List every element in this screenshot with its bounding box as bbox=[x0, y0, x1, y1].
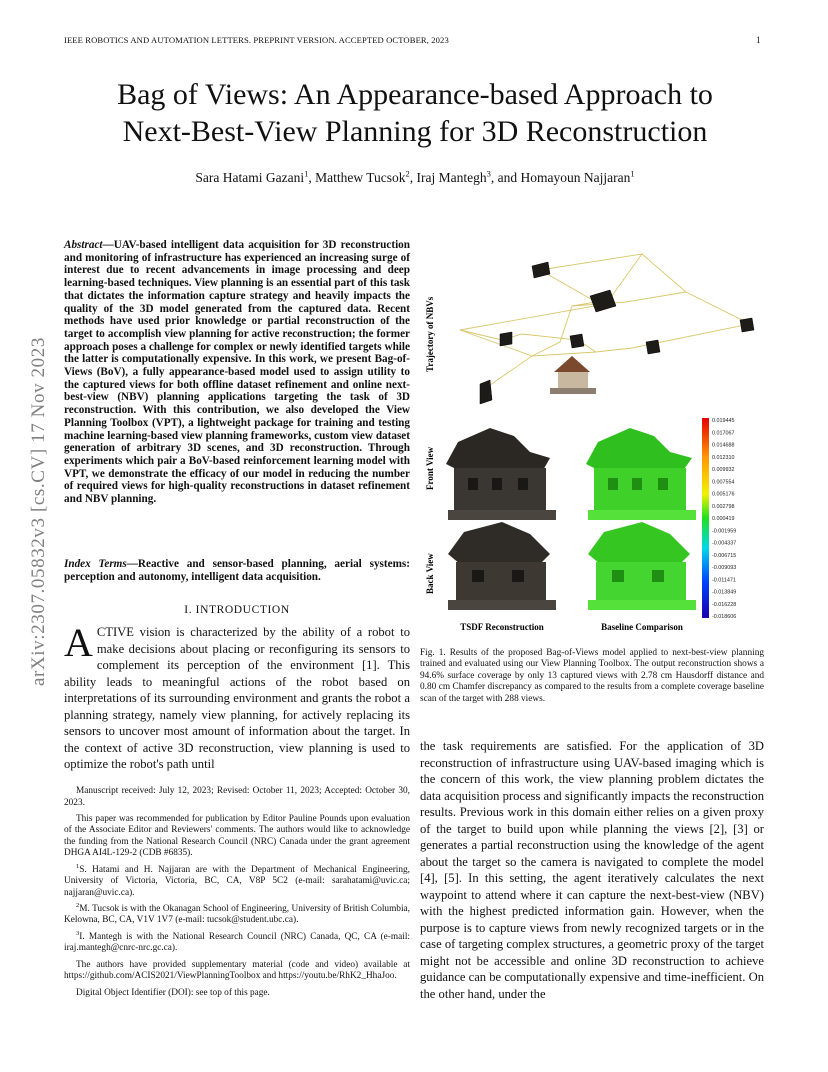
index-terms-text: —Reactive and sensor-based planning, aerial systems: perception and autonomy, intelligent data acquisition. bbox=[64, 558, 410, 583]
colorbar-tick-label: 0.005176 bbox=[712, 491, 735, 498]
colorbar-tick-label: -0.013849 bbox=[712, 589, 737, 596]
footnote: The authors have provided supplementary material (code and video) available at https://github.com/ACIS2021/ViewPlanningToolbox and https://youtu.be/RhK2_HhaJoo. bbox=[64, 959, 410, 982]
author: Homayoun Najjaran$^1$ bbox=[520, 168, 635, 185]
drop-cap: A bbox=[64, 620, 93, 665]
arxiv-sidebar: arXiv:2307.05832v3 [cs.CV] 17 Nov 2023 bbox=[28, 337, 49, 687]
index-terms-lead: Index Terms bbox=[64, 558, 127, 570]
author: Iraj Mantegh$^3$, and bbox=[416, 168, 521, 185]
colorbar-tick-label: 0.012310 bbox=[712, 454, 735, 461]
footnote: Digital Object Identifier (DOI): see top of this page. bbox=[76, 987, 270, 998]
abstract-text: —UAV-based intelligent data acquisition for 3D reconstruction and monitoring of infrastructure has experienced an increasing surge of interest due to recent advancements in image processing and deep learning-based techniques. View planning is an essential part of this task that dictates the information capture strategy and heavily impacts the quality of the 3D model generated from the captured data. Recent methods have used prior knowledge or partial reconstruction of the target to accomplish view planning for active reconstruction; the former approach poses a challenge for complex or newly identified targets while the latter is computationally expensive. In this work, we present Bag-of-Views (BoV), a fully appearance-based model used to assign utility to the captured views for both offline dataset refinement and online next-best-view (NBV) planning applications targeting the task of 3D reconstruction. With this contribution, we also developed the View Planning Toolbox (VPT), a lightweight package for training and testing machine learning-based view planning frameworks, custom view dataset generation of arbitrary 3D scenes, and 3D reconstruction. Through experiments which pair a BoV-based reinforcement learning model with VPT, we demonstrate the efficacy of our model in reducing the number of required views for high-quality reconstructions in dataset refinement and NBV planning. bbox=[64, 239, 410, 506]
intro-text: CTIVE vision is characterized by the ability of a robot to make decisions about placing or reconfiguring its sensors to complement its perception of the environment [1]. This ability leads to meaningful actions of the robot based on interpretations of its surrounding environment and grants the robot a planning strategy, namely view planning, for actively replacing its sensors to uncover most amount of information about the target. In the context of active 3D reconstruction, view planning is used to optimize the robot's path until bbox=[64, 625, 410, 771]
row-label-trajectory: Trajectory of NBVs bbox=[425, 296, 435, 372]
back-view-row bbox=[425, 522, 696, 610]
col-label-baseline: Baseline Comparison bbox=[601, 622, 683, 632]
row-label-front: Front View bbox=[425, 446, 435, 490]
author: Sara Hatami Gazani$^1$, bbox=[195, 168, 316, 185]
colorbar-tick-label: -0.004337 bbox=[712, 540, 737, 547]
figure-1 bbox=[420, 232, 764, 637]
colorbar-tick-label: 0.017067 bbox=[712, 430, 735, 437]
footnote: $^1$S. Hatami and H. Najjaran are with the Department of Mechanical Engineering, University of Victoria, Victoria, BC, CA, V8P 5C2 (e-mail: sarahatami@uvic.ca; najjaran@uvic.ca). bbox=[64, 862, 410, 898]
footnote: $^2$M. Tucsok is with the Okanagan School of Engineering, University of British Columbia, Kelowna, BC, CA, V1V 1V7 (e-mail: tucsok@student.ubc.ca). bbox=[64, 901, 410, 926]
right-column-text: the task requirements are satisfied. For the application of 3D reconstruction of infrastructure using UAV-based imaging which is the concern of this work, the view planning problem dictates the data acquisition process and significantly impacts the reconstruction results. Previous work in this domain either relies on a given proxy of the target to build upon while planning the views [2], [3] or generates a partial reconstruction using the knowledge of the agent about the target so the camera is navigated to complete the model [4], [5]. In this setting, the agent iteratively calculates the next waypoint to attend where it can capture the next-best-view (NBV) with the highest predicted information gain. However, when the purpose is to capture views from newly recognized targets or in the case of targeting complex structures, a geometric proxy of the target might not be accessible and online 3D reconstruction to achieve guidance can be computationally expensive and time-inefficient. On the other hand, under the bbox=[420, 739, 764, 1001]
colorbar-tick-label: 0.007554 bbox=[712, 479, 735, 486]
colorbar bbox=[702, 418, 709, 618]
colorbar-tick-label: -0.006715 bbox=[712, 552, 737, 559]
row-label-back: Back View bbox=[425, 553, 435, 594]
footnote: $^3$I. Mantegh is with the National Research Council (NRC) Canada, QC, CA (e-mail: iraj.mantegh@cnrc-nrc.gc.ca). bbox=[64, 929, 410, 954]
colorbar-tick-label: 0.019445 bbox=[712, 418, 735, 424]
abstract-lead: Abstract bbox=[64, 239, 103, 251]
colorbar-tick-label: 0.000419 bbox=[712, 516, 735, 522]
colorbar-ticks bbox=[712, 418, 736, 620]
colorbar-tick-label: -0.016228 bbox=[712, 601, 737, 608]
title-line-1: Bag of Views: An Appearance-based Approach to bbox=[117, 78, 713, 111]
section-heading: I. INTRODUCTION bbox=[184, 604, 290, 616]
running-header: IEEE ROBOTICS AND AUTOMATION LETTERS. PREPRINT VERSION. ACCEPTED OCTOBER, 2023 bbox=[64, 35, 449, 45]
footnote: Manuscript received: July 12, 2023; Revised: October 11, 2023; Accepted: October 30, 2023. bbox=[64, 786, 410, 808]
figure-caption: Fig. 1. Results of the proposed Bag-of-Views model applied to next-best-view planning trained and evaluated using our View Planning Toolbox. The output reconstruction shows a 94.6% surface coverage by only 13 captured views with 2.78 cm Hausdorff distance and 0.80 cm Chamfer discrepancy as compared to the results from a complete coverage baseline scan of the target with 288 views. bbox=[420, 648, 764, 704]
col-label-tsdf: TSDF Reconstruction bbox=[460, 622, 544, 632]
paper-title bbox=[40, 76, 790, 150]
colorbar-tick-label: 0.009932 bbox=[712, 467, 735, 473]
colorbar-tick-label: 0.002798 bbox=[712, 503, 735, 510]
abstract bbox=[64, 239, 410, 506]
colorbar-tick-label: 0.014688 bbox=[712, 442, 735, 449]
back-tsdf-mesh bbox=[448, 522, 556, 610]
front-view-row bbox=[425, 428, 696, 520]
colorbar-tick-label: -0.001959 bbox=[712, 528, 737, 535]
intro-paragraph bbox=[64, 620, 410, 773]
trajectory-panel bbox=[425, 236, 764, 412]
author-list bbox=[40, 168, 790, 186]
page-number: 1 bbox=[756, 35, 761, 45]
front-tsdf-mesh bbox=[446, 428, 556, 520]
front-baseline-mesh bbox=[586, 428, 696, 520]
title-line-2: Next-Best-View Planning for 3D Reconstruction bbox=[122, 115, 708, 148]
colorbar-tick-label: -0.009093 bbox=[712, 565, 737, 571]
author: Matthew Tucsok$^2$, bbox=[315, 168, 417, 185]
index-terms bbox=[64, 558, 410, 583]
colorbar-tick-label: -0.011471 bbox=[712, 577, 736, 584]
footnote: This paper was recommended for publication by Editor Pauline Pounds upon evaluation of the Associate Editor and Reviewers' comments. The authors would like to acknowledge the funding from the National Research Council (NRC) Canada under the grant agreement DHGA AI4L-129-2 (CDB #6835). bbox=[64, 814, 410, 859]
back-baseline-mesh bbox=[588, 522, 696, 610]
footnotes bbox=[64, 782, 410, 1000]
colorbar-tick-label: -0.018606 bbox=[712, 614, 737, 620]
